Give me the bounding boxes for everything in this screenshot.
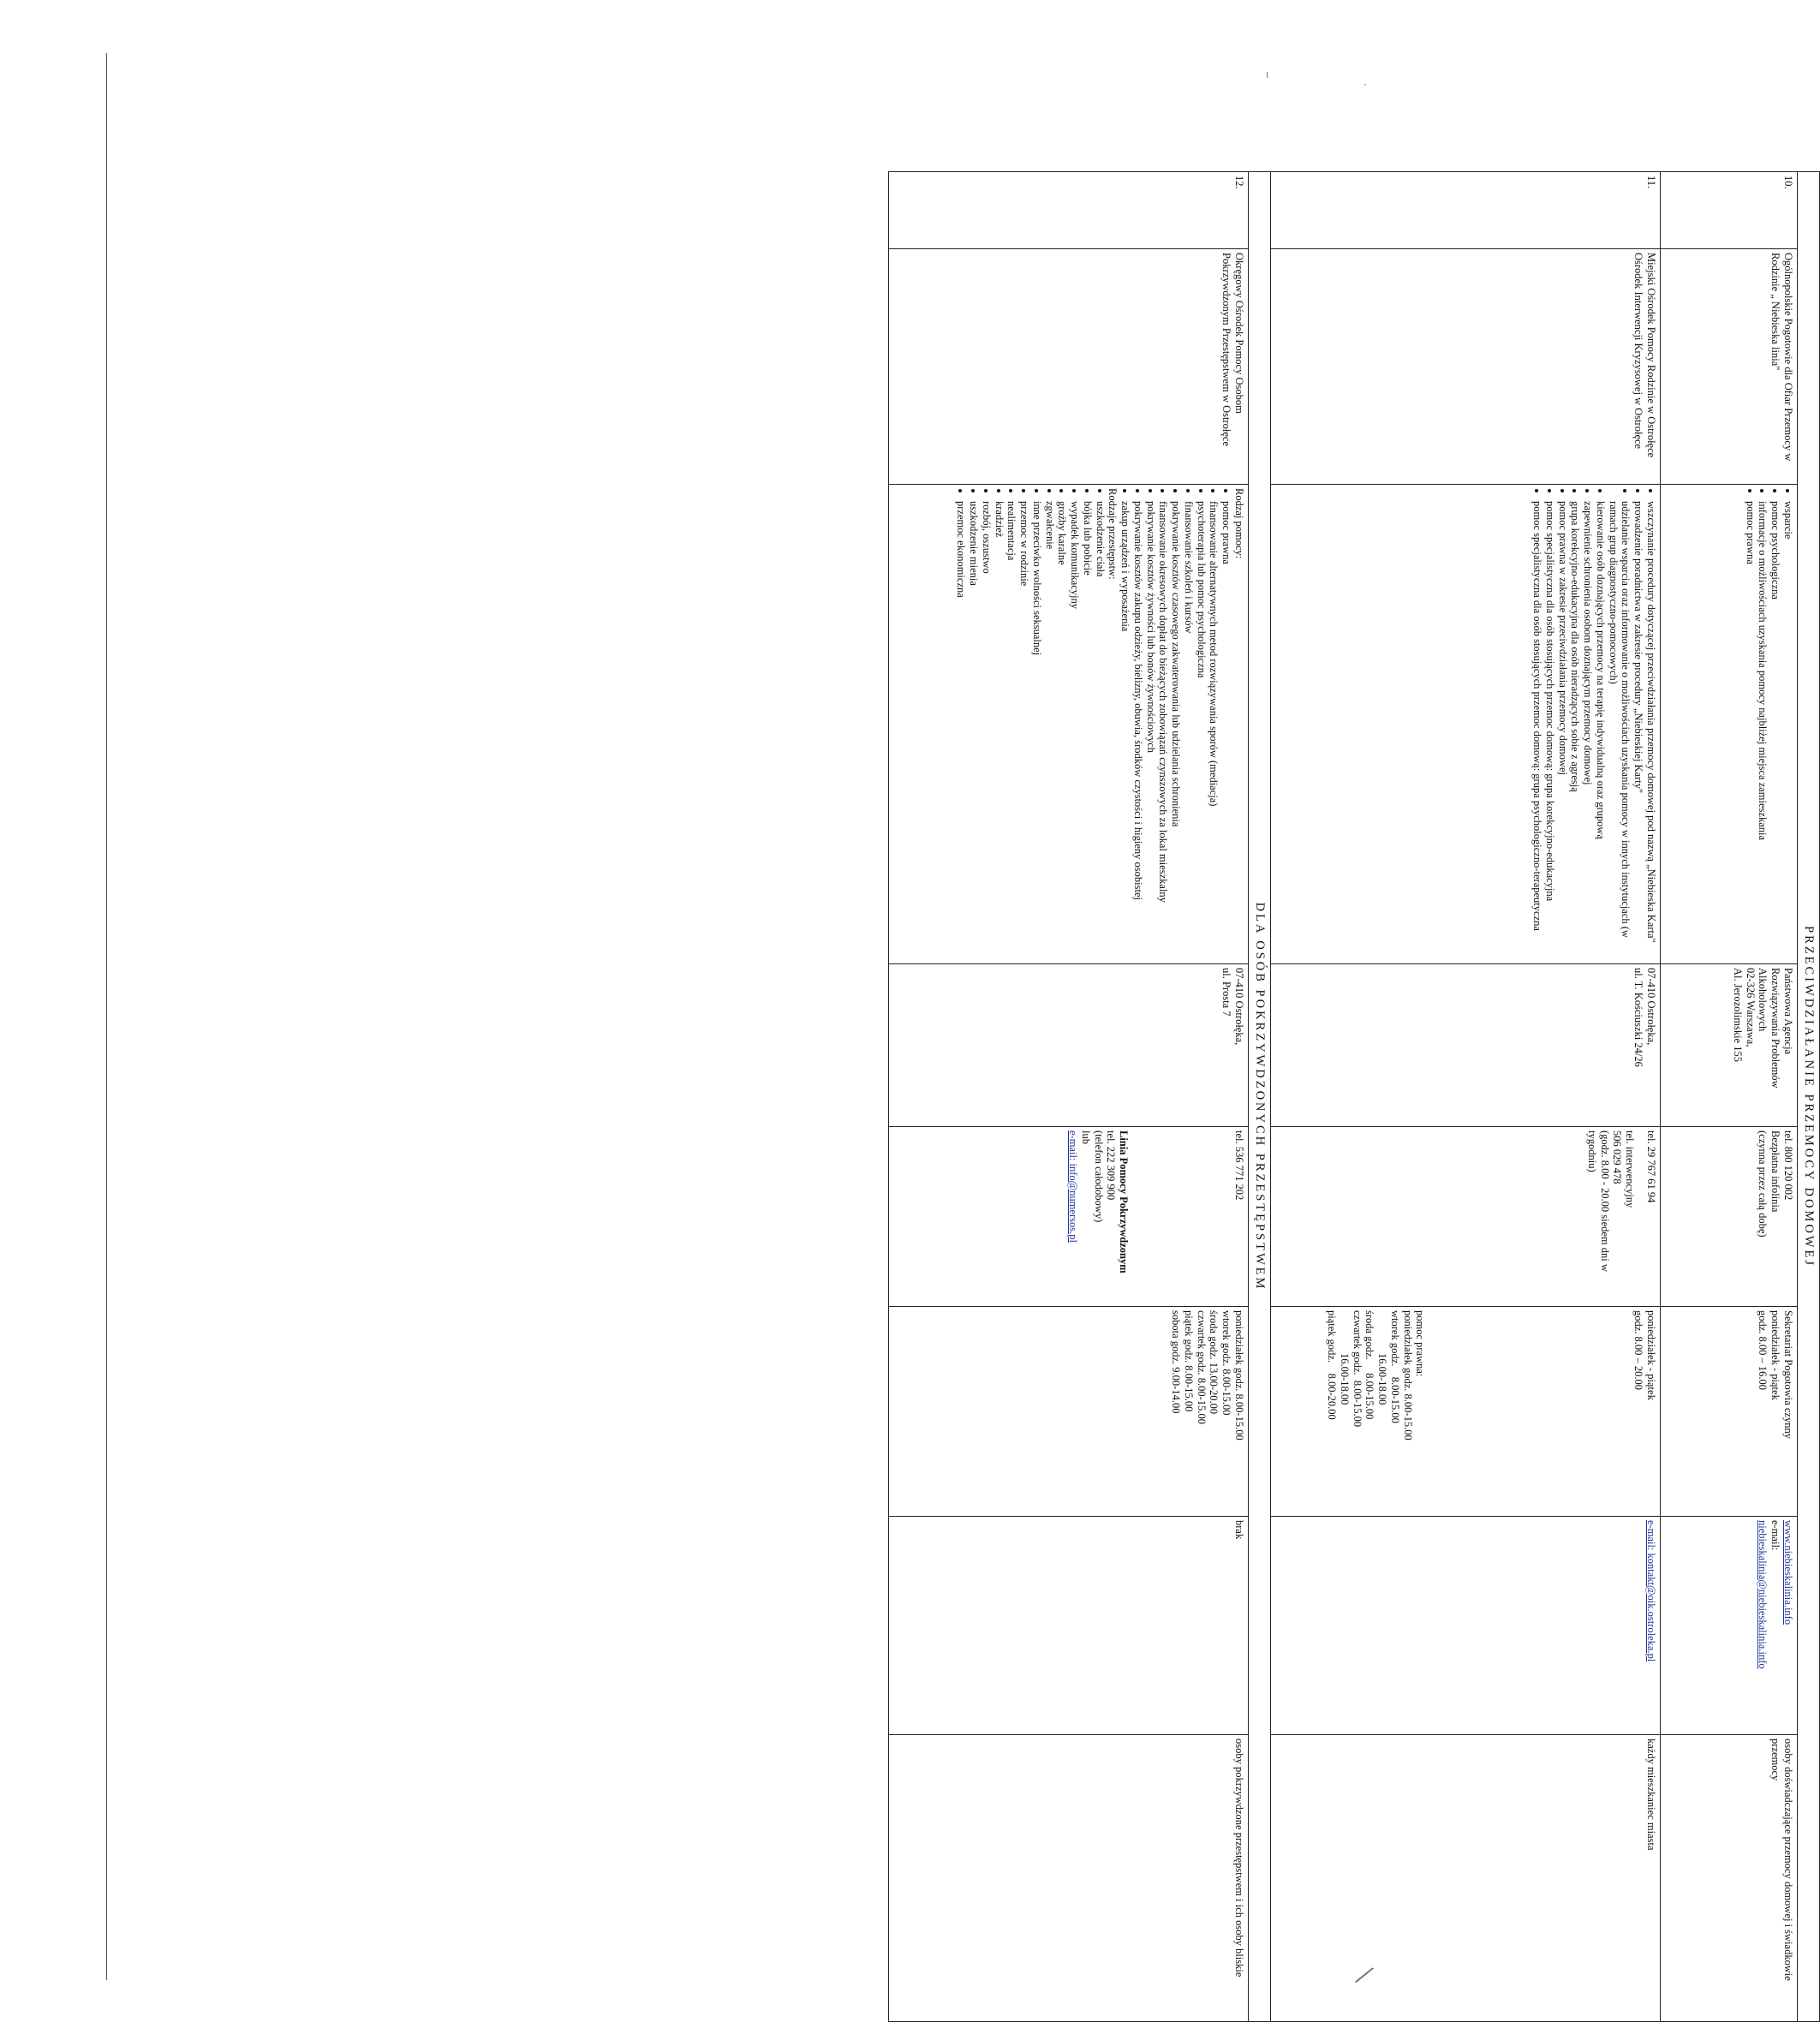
email-link[interactable]: e-mail: info@numersos.pl: [1067, 1130, 1080, 1243]
list-item: • pomoc prawna: [1220, 501, 1232, 960]
section-header-row: [1248, 172, 1270, 2022]
section-header-row: [1797, 172, 1819, 2022]
hours-line: wtorek godz. 8.00-15.00: [1220, 1310, 1233, 1416]
hotline-line: (telefon całodobowy): [1092, 1130, 1105, 1223]
hours-line: sobota godz. 9.00-14.00: [1170, 1310, 1183, 1414]
list-item: • rozbój, oszustwo: [980, 501, 993, 960]
phone-line: tel. interwencyjny: [1624, 1130, 1637, 1208]
services-cell: [1270, 485, 1660, 964]
list-item: • kradzież: [993, 501, 1005, 960]
list-item: • inne przeciwko wolności seksualnej: [1030, 501, 1043, 960]
row-number: 10.: [1660, 172, 1797, 249]
scan-speck: ·: [1364, 79, 1367, 91]
row-number: 11.: [1270, 172, 1660, 249]
list-item: • przemoc w rodzinie: [1017, 501, 1030, 960]
target-group: osoby pokrzywdzone przestępstwem i ich osoby bliskie: [888, 1735, 1248, 2022]
list-item: • pokrywanie kosztów zakupu odzieży, bielizny, obuwia, środków czystości i higieny osobistej: [1131, 501, 1144, 960]
address-line: 07-410 Ostrołęka,: [1644, 968, 1657, 1046]
hours-line: środa godz. 13.00-20.00: [1208, 1310, 1220, 1415]
list-item: • nealimentacja: [1005, 501, 1018, 960]
website-link[interactable]: www.niebieskalinia.info: [1781, 1520, 1794, 1625]
address-cell: [1660, 964, 1797, 1127]
list-item: • informacje o możliwościach uzyskania pomocy najbliżej miejsca zamieszkania: [1757, 501, 1769, 960]
list-item: • pomoc prawna: [1744, 501, 1757, 960]
hours-line: godz. 8.00 – 16.00: [1757, 1310, 1769, 1391]
row-number: 12.: [888, 172, 1248, 249]
hours-cell: [1270, 1307, 1660, 1517]
email-link[interactable]: niebieskalinia@niebieskalinia.info: [1757, 1520, 1769, 1669]
rotated-table-wrapper: [955, 171, 1820, 2021]
table-row: [888, 172, 1248, 2022]
table-row: [1660, 172, 1797, 2022]
list-item: • uszkodzenie ciała: [1094, 501, 1107, 960]
hours-cell: [888, 1307, 1248, 1517]
list-item: • wsparcie: [1781, 501, 1794, 960]
phone-line: (czynna przez całą dobę): [1757, 1130, 1769, 1238]
list-item: • prowadzenie poradnictwa w zakresie procedury „Niebieskiej Karty": [1632, 501, 1644, 960]
hours-line: piątek godz. 8.00-15.00: [1182, 1310, 1195, 1412]
hours-line: środa godz. 8.00-15.00: [1364, 1310, 1376, 1420]
phone-line: Bezpłatna infolinia: [1769, 1130, 1782, 1213]
list-item: • pomoc specjalistyczna dla osób stosujących przemoc domową: grupa korekcyjno-edukacyjna: [1543, 501, 1556, 960]
hours-line: Sekretariat Pogotowia czynny: [1781, 1310, 1794, 1439]
list-item: • zgwałcenie: [1043, 501, 1056, 960]
phone-line: (godz. 8.00 - 20.00 siedem dni w tygodniu): [1585, 1130, 1611, 1272]
institution-name: Okręgowy Ośrodek Pomocy Osobom Pokrzywdzonym Przestępstwem w Ostrołęce: [888, 249, 1248, 485]
address-line: ul. Prosta 7: [1220, 968, 1233, 1017]
web-cell: [888, 1517, 1248, 1735]
list-item: • groźby karalne: [1056, 501, 1069, 960]
address-line: Al. Jerozolimskie 155: [1731, 968, 1744, 1063]
address-cell: [1270, 964, 1660, 1127]
services-cell: [888, 485, 1248, 964]
services-table: [888, 171, 1820, 2022]
hours-line: 16.00-18.00: [1338, 1310, 1351, 1405]
list-item: • zakup urządzeń i wyposażenia: [1119, 501, 1131, 960]
hours-line: poniedziałek godz. 8.00-15.00: [1401, 1310, 1414, 1440]
address-cell: [888, 964, 1248, 1127]
list-item: • przemoc ekonomiczna: [955, 501, 968, 960]
phone-line: tel. 29 767 61 94: [1644, 1130, 1657, 1203]
address-line: ul. T. Kościuszki 24/26: [1632, 968, 1645, 1067]
list-item: • grupa korekcyjno-edukacyjna dla osób nieradzących sobie z agresją: [1569, 501, 1582, 960]
hotline-line: tel. 222 309 900: [1105, 1130, 1118, 1201]
hotline-title: Linia Pomocy Pokrzywdzonym: [1118, 1130, 1131, 1273]
target-group: każdy mieszkaniec miasta: [1270, 1735, 1660, 2022]
phone-cell: [888, 1127, 1248, 1307]
hours-line: poniedziałek godz. 8.00-15.00: [1232, 1310, 1245, 1440]
hours-line: piątek godz. 8.00-20.00: [1326, 1310, 1339, 1420]
list-item: • finansowanie alternatywnych metod rozwiązywania sporów (mediacja): [1208, 501, 1220, 960]
list-item: • kierowanie osób doznających przemocy na terapię indywidualną oraz grupową: [1594, 501, 1607, 960]
pen-mark: ⁄: [1357, 1961, 1371, 1991]
hours-line: poniedziałek - piątek: [1769, 1310, 1782, 1400]
list-item: • finansowanie szkoleń i kursów: [1182, 501, 1195, 960]
hours-line: 16.00-18.00: [1376, 1310, 1389, 1405]
institution-name: Ogólnopolskie Pogotowie dla Ofiar Przemocy w Rodzinie „ Niebieska linia": [1660, 249, 1797, 485]
section-title: PRZECIWDZIAŁANIE PRZEMOCY DOMOWEJ: [1797, 172, 1819, 2022]
hours-line: czwartek godz. 8.00-15.00: [1195, 1310, 1208, 1424]
margin-line: [106, 53, 107, 1980]
phone-cell: [1270, 1127, 1660, 1307]
list-item: • pokrywanie kosztów żywności lub bonów żywnościowych: [1144, 501, 1157, 960]
list-item: • psychoterapia lub pomoc psychologiczna: [1195, 501, 1208, 960]
address-line: 07-410 Ostrołęka,: [1232, 968, 1245, 1046]
phone-line: tel. 800 120 002: [1781, 1130, 1794, 1201]
list-item: • zapewnienie schronienia osobom doznającym przemocy domowej: [1581, 501, 1594, 960]
hours-line: czwartek godz. 8.00-15.00: [1351, 1310, 1364, 1428]
hours-cell: [1660, 1307, 1797, 1517]
legal-aid-hours-title: pomoc prawna:: [1414, 1310, 1427, 1377]
institution-name: Miejski Ośrodek Pomocy Rodzinie w Ostrołęce Ośrodek Interwencji Kryzysowej w Ostrołęce: [1270, 249, 1660, 485]
hours-line: poniedziałek - piątek: [1644, 1310, 1657, 1400]
hours-line: godz. 8.00 – 20.00: [1632, 1310, 1645, 1391]
email-label: e-mail:: [1769, 1520, 1782, 1551]
phone-cell: [1660, 1127, 1797, 1307]
list-item: • wszczynanie procedury dotyczącej przeciwdziałania przemocy domowej pod nazwą „Niebieska Karta": [1644, 501, 1657, 960]
phone-line: 506 029 478: [1611, 1130, 1624, 1184]
services-cell: [1660, 485, 1797, 964]
email-link[interactable]: e-mail: kontakt@oik.ostroleka.pl: [1644, 1520, 1657, 1662]
phone-line: tel. 536 771 202: [1232, 1130, 1245, 1201]
list-item: • pomoc psychologiczna: [1769, 501, 1781, 960]
services-intro: Rodzaj pomocy:: [1232, 488, 1245, 559]
list-item: • udzielanie wsparcia oraz informowanie o możliwościach uzyskania pomocy w innych instytucjach (w ramach grup diagnostyczno-pomocowych): [1607, 501, 1632, 960]
web-cell: [1660, 1517, 1797, 1735]
hours-line: wtorek godz. 8.00-15.00: [1388, 1310, 1401, 1423]
list-item: • pomoc prawna w zakresie przeciwdziałania przemocy domowej: [1556, 501, 1569, 960]
list-item: • pomoc specjalistyczna dla osób stosujących przemoc domową: grupa psychologiczno-terapeutyczna: [1531, 501, 1543, 960]
web-cell: [1270, 1517, 1660, 1735]
section-title: DLA OSÓB POKRZYWDZONYCH PRZESTĘPSTWEM: [1248, 172, 1270, 2022]
list-item: • finansowanie okresowych dopłat do bieżących zobowiązań czynszowych za lokal mieszkalny: [1157, 501, 1170, 960]
address-line: 02-326 Warszawa,: [1744, 968, 1757, 1047]
list-item: • wypadek komunikacyjny: [1068, 501, 1081, 960]
list-item: • bójka lub pobicie: [1081, 501, 1094, 960]
hotline-line: lub: [1079, 1130, 1092, 1144]
address-line: Państwowa Agencja Rozwiązywania Problemów Alkoholowych: [1757, 968, 1794, 1089]
web-value: brak: [1232, 1520, 1245, 1540]
list-item: • uszkodzenie mienia: [967, 501, 980, 960]
table-row: [1270, 172, 1660, 2022]
target-group: osoby doświadczające przemocy domowej i świadkowie przemocy: [1660, 1735, 1797, 2022]
list-item: • pokrywanie kosztów czasowego zakwaterowania lub udzielania schronienia: [1169, 501, 1182, 960]
crimes-intro: Rodzaje przestępstw:: [1107, 488, 1119, 580]
scan-speck: ı: [1266, 69, 1269, 81]
